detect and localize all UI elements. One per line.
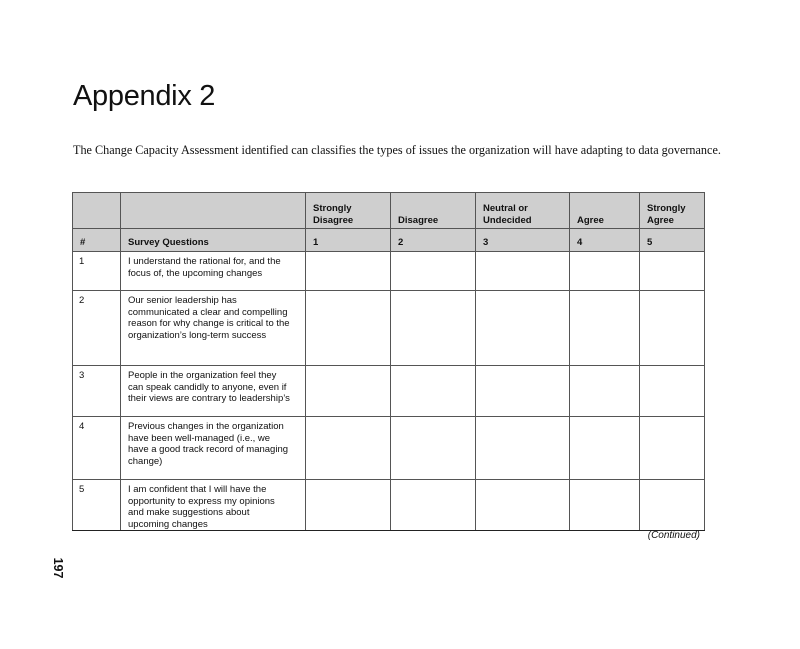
table-row bbox=[73, 366, 705, 417]
response-cell-2[interactable] bbox=[391, 417, 476, 480]
response-cell-3[interactable] bbox=[476, 480, 570, 531]
column-header-questions: Survey Questions bbox=[121, 229, 306, 252]
row-number: 5 bbox=[73, 480, 121, 531]
row-question bbox=[121, 366, 306, 417]
scale-label-disagree: Disagree bbox=[391, 193, 476, 229]
table-row bbox=[73, 291, 705, 366]
row-question bbox=[121, 480, 306, 531]
row-question bbox=[121, 291, 306, 366]
row-number: 1 bbox=[73, 252, 121, 291]
header-blank-num bbox=[73, 193, 121, 229]
response-cell-3[interactable] bbox=[476, 291, 570, 366]
scale-label-strongly-disagree: Strongly Disagree bbox=[306, 193, 391, 229]
response-cell-4[interactable] bbox=[570, 366, 640, 417]
row-question-text: People in the organization feel they can speak candidly to anyone, even if their views are contrary to leadership’s bbox=[128, 370, 290, 404]
scale-value-5: 5 bbox=[640, 229, 705, 252]
scale-value-2: 2 bbox=[391, 229, 476, 252]
header-row-scale bbox=[73, 193, 705, 229]
header-blank-question bbox=[121, 193, 306, 229]
row-question-text: Previous changes in the organization have been well-managed (i.e., we have a good track record of managing change) bbox=[128, 421, 289, 467]
survey-table bbox=[72, 192, 705, 531]
row-number: 4 bbox=[73, 417, 121, 480]
response-cell-4[interactable] bbox=[570, 291, 640, 366]
response-cell-1[interactable] bbox=[306, 366, 391, 417]
row-question-text: I understand the rational for, and the focus of, the upcoming changes bbox=[128, 256, 281, 279]
scale-label-agree: Agree bbox=[570, 193, 640, 229]
response-cell-3[interactable] bbox=[476, 366, 570, 417]
response-cell-3[interactable] bbox=[476, 252, 570, 291]
table-row bbox=[73, 417, 705, 480]
row-number: 3 bbox=[73, 366, 121, 417]
response-cell-1[interactable] bbox=[306, 480, 391, 531]
response-cell-1[interactable] bbox=[306, 417, 391, 480]
scale-label-neutral: Neutral or Undecided bbox=[476, 193, 570, 229]
row-question bbox=[121, 252, 306, 291]
response-cell-1[interactable] bbox=[306, 291, 391, 366]
intro-paragraph: The Change Capacity Assessment identified can classifies the types of issues the organization will have adapting to data governance. bbox=[73, 143, 721, 157]
response-cell-2[interactable] bbox=[391, 366, 476, 417]
response-cell-5[interactable] bbox=[640, 480, 705, 531]
page-number: 197 bbox=[51, 557, 65, 579]
row-question-text: I am confident that I will have the opportunity to express my opinions and make suggestions about upcoming changes bbox=[128, 484, 275, 530]
column-header-num: # bbox=[73, 229, 121, 252]
response-cell-5[interactable] bbox=[640, 366, 705, 417]
scale-value-4: 4 bbox=[570, 229, 640, 252]
row-question bbox=[121, 417, 306, 480]
scale-label-strongly-agree: Strongly Agree bbox=[640, 193, 705, 229]
row-number: 2 bbox=[73, 291, 121, 366]
response-cell-2[interactable] bbox=[391, 291, 476, 366]
scale-value-3: 3 bbox=[476, 229, 570, 252]
response-cell-4[interactable] bbox=[570, 417, 640, 480]
response-cell-5[interactable] bbox=[640, 291, 705, 366]
response-cell-3[interactable] bbox=[476, 417, 570, 480]
response-cell-4[interactable] bbox=[570, 480, 640, 531]
page-title: Appendix 2 bbox=[73, 80, 216, 112]
response-cell-1[interactable] bbox=[306, 252, 391, 291]
response-cell-2[interactable] bbox=[391, 252, 476, 291]
table-row bbox=[73, 480, 705, 531]
header-row-columns bbox=[73, 229, 705, 252]
response-cell-5[interactable] bbox=[640, 252, 705, 291]
scale-value-1: 1 bbox=[306, 229, 391, 252]
table-row bbox=[73, 252, 705, 291]
response-cell-4[interactable] bbox=[570, 252, 640, 291]
response-cell-2[interactable] bbox=[391, 480, 476, 531]
continued-note: (Continued) bbox=[647, 530, 700, 541]
response-cell-5[interactable] bbox=[640, 417, 705, 480]
row-question-text: Our senior leadership has communicated a clear and compelling reason for why change is critical to the organization’s long-term success bbox=[128, 295, 290, 341]
